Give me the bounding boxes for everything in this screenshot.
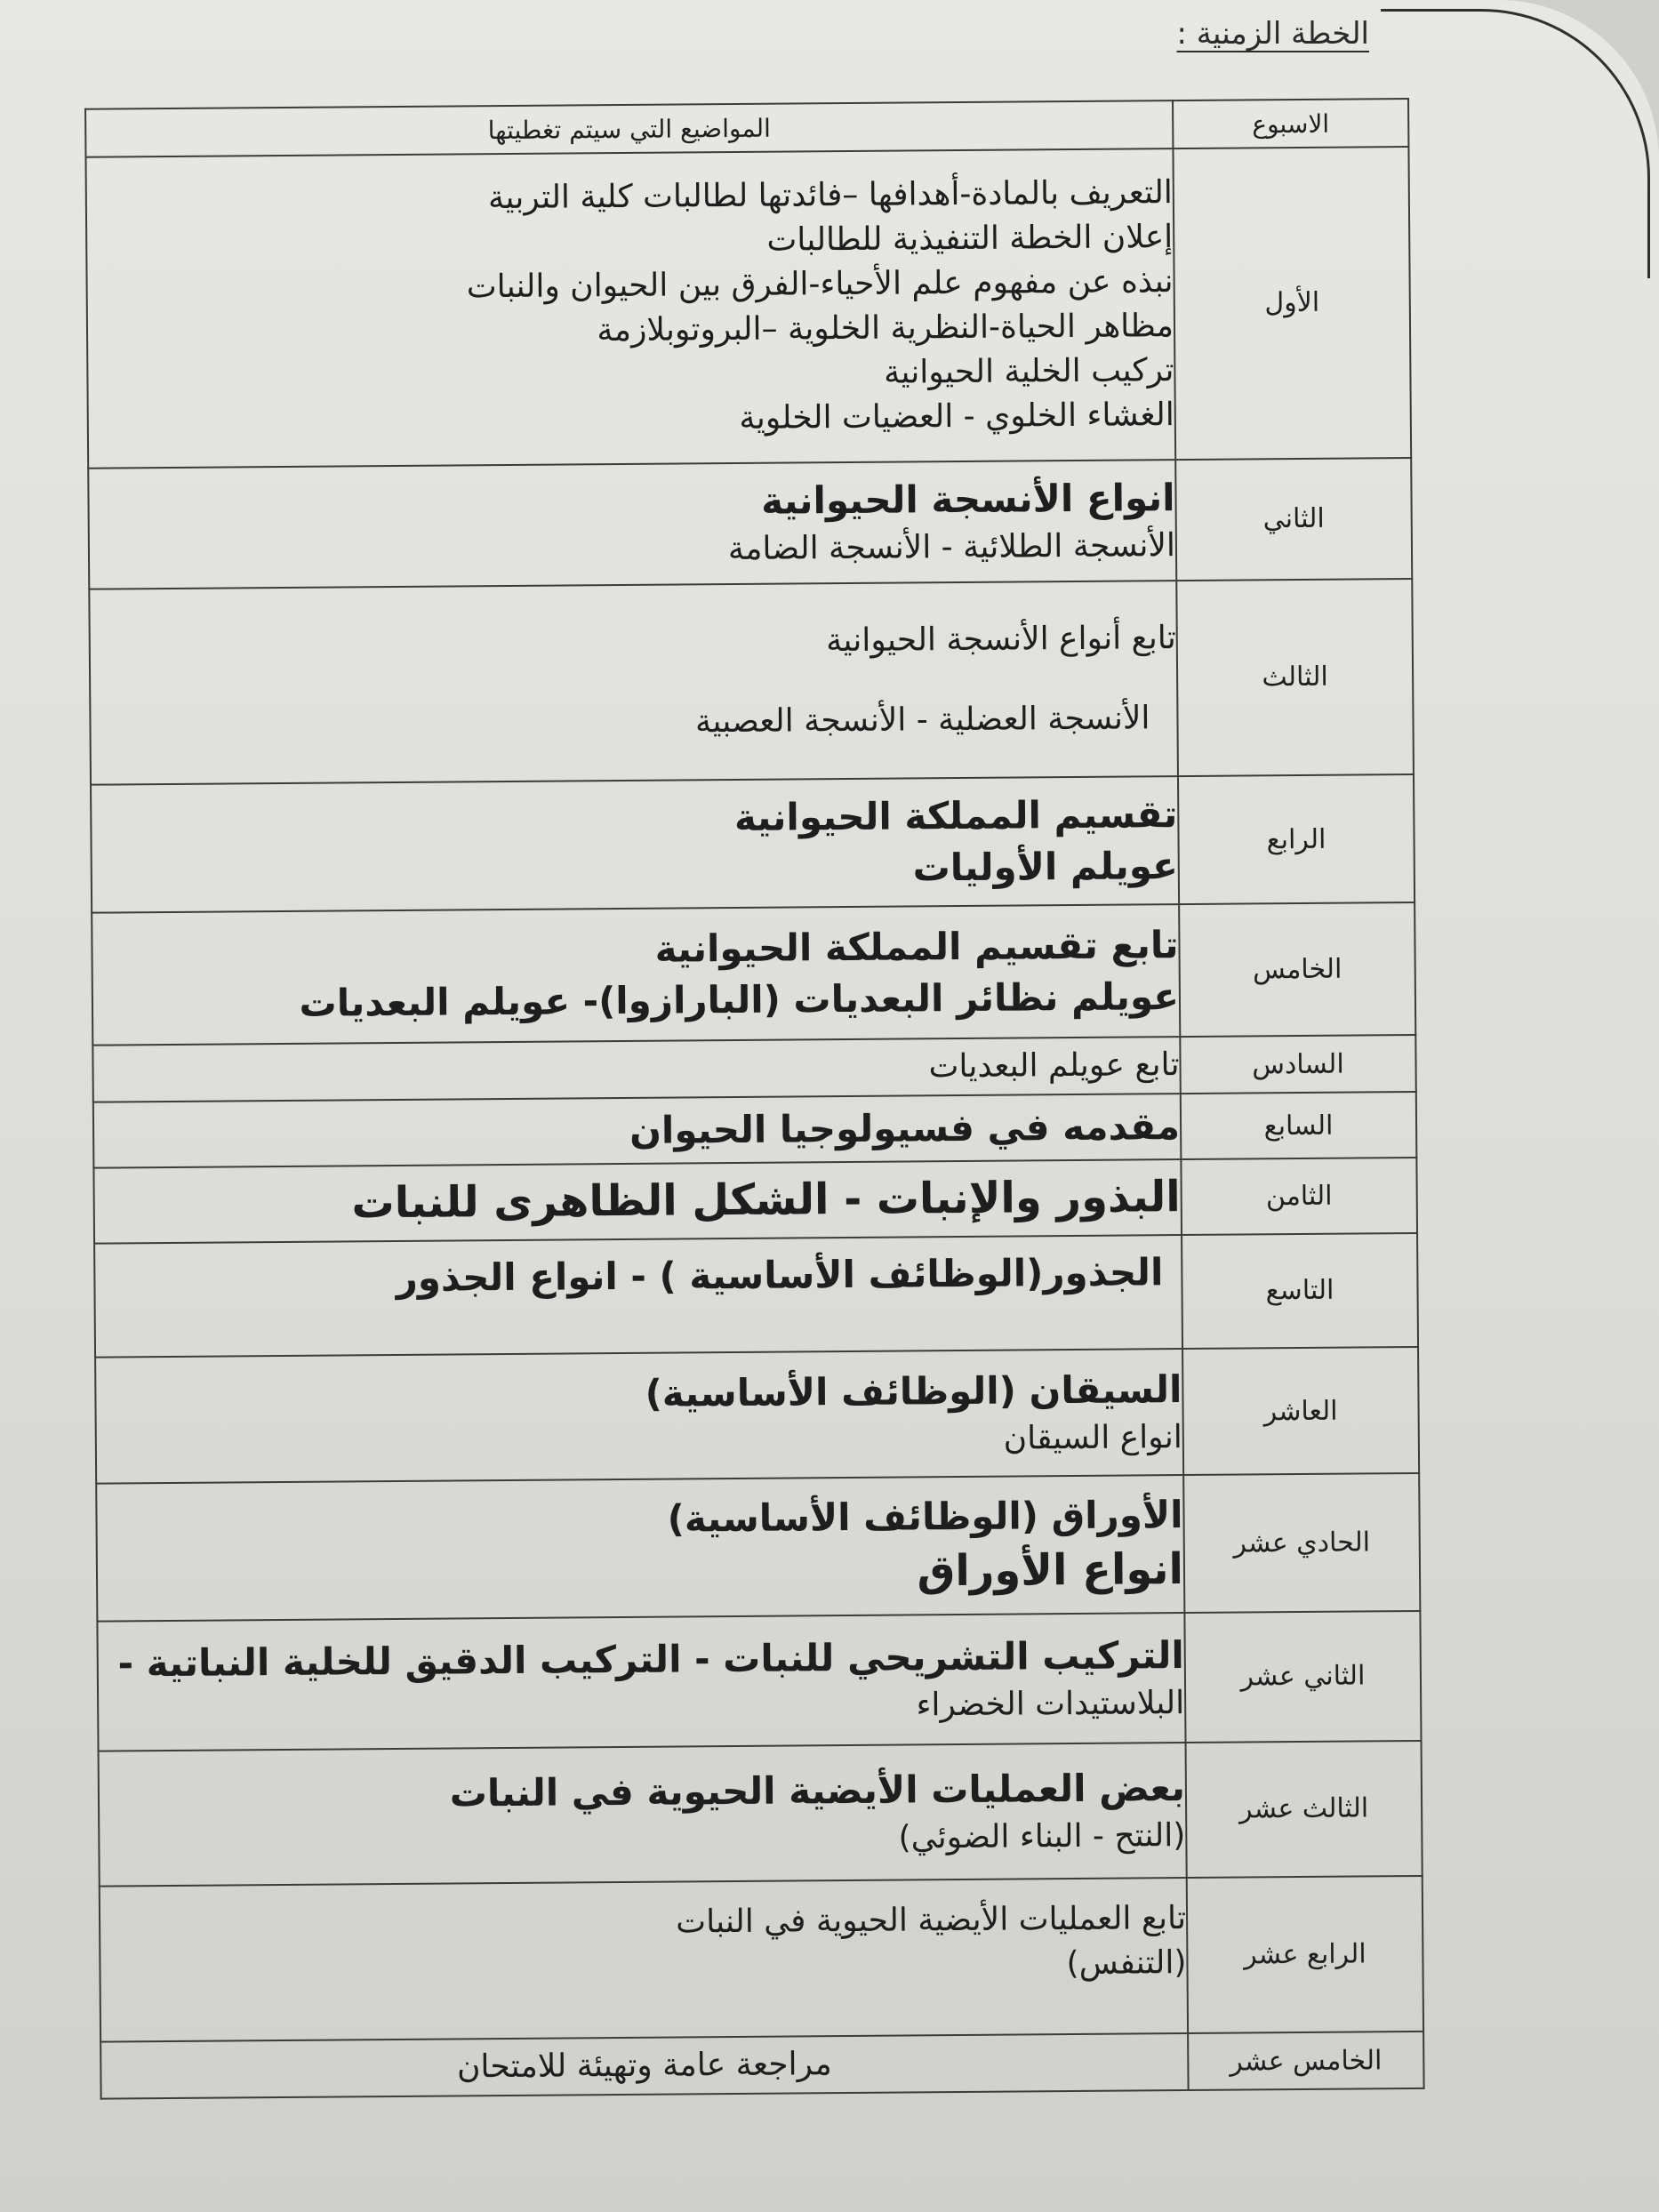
topics-cell <box>96 1475 1184 1621</box>
week-label: الرابع عشر <box>1187 1876 1423 2033</box>
topic-line: انواع الأنسجة الحيوانية <box>760 475 1175 523</box>
topic-line: نبذه عن مفهوم علم الأحياء-الفرق بين الحيوان والنبات <box>466 263 1174 306</box>
topic-line: الجذور(الوظائف الأساسية ) - انواع الجذور <box>396 1249 1164 1300</box>
table-row <box>92 1035 1415 1102</box>
week-label: الأول <box>1173 147 1411 460</box>
topic-line: إعلان الخطة التنفيذية للطالبات <box>766 219 1174 259</box>
topic-line: (التنفس) <box>1066 1944 1187 1983</box>
header-topics: المواضيع التي سيتم تغطيتها <box>85 100 1173 157</box>
week-label: العاشر <box>1182 1347 1419 1475</box>
topics-cell <box>100 2033 1188 2099</box>
topic-line: الأنسجة الطلائية - الأنسجة الضامة <box>727 526 1176 567</box>
topics-cell <box>95 1349 1183 1484</box>
table-row <box>92 902 1415 1046</box>
header-week: الاسبوع <box>1173 99 1408 148</box>
topic-line: تابع تقسيم المملكة الحيوانية <box>654 922 1179 971</box>
table-row <box>91 774 1415 913</box>
week-label: السابع <box>1181 1092 1417 1159</box>
topics-cell <box>91 776 1179 913</box>
topic-line: تقسيم المملكة الحيوانية <box>733 792 1178 840</box>
topic-line: مقدمه في فسيولوجيا الحيوان <box>629 1104 1181 1153</box>
schedule-table <box>84 98 1425 2100</box>
table-row <box>96 1473 1420 1621</box>
week-label: الثاني عشر <box>1184 1611 1421 1743</box>
week-label: الخامس عشر <box>1188 2032 1423 2090</box>
table-row <box>85 147 1411 469</box>
topics-cell <box>100 1878 1188 2042</box>
table-row <box>93 1158 1417 1243</box>
week-label: الرابع <box>1178 774 1415 904</box>
topic-line: مراجعة عامة وتهيئة للامتحان <box>456 2046 832 2086</box>
topics-cell <box>93 1094 1182 1168</box>
topics-cell <box>99 1743 1187 1887</box>
topic-line: الأوراق (الوظائف الأساسية) <box>667 1493 1183 1542</box>
week-label: الثامن <box>1181 1158 1417 1234</box>
table-row <box>100 1876 1423 2042</box>
table-row <box>93 1092 1417 1168</box>
topic-line: التركيب التشريحي للنبات - التركيب الدقيق للخلية النباتية - <box>117 1632 1184 1686</box>
topic-line: الأنسجة العضلية - الأنسجة العصبية <box>694 700 1150 741</box>
week-label: الخامس <box>1179 902 1415 1037</box>
topics-cell <box>94 1235 1182 1358</box>
topic-line: البذور والإنبات - الشكل الظاهرى للنبات <box>351 1172 1181 1229</box>
topic-line: السيقان (الوظائف الأساسية) <box>645 1367 1182 1416</box>
week-label: الثاني <box>1175 458 1412 581</box>
paper-corner-edge <box>1381 9 1650 278</box>
week-label: الثالث عشر <box>1186 1741 1423 1878</box>
week-label: الثالث <box>1176 579 1414 776</box>
topic-line: (النتح - البناء الضوئي) <box>898 1816 1186 1856</box>
week-label: الحادي عشر <box>1183 1473 1420 1612</box>
week-label: التاسع <box>1182 1233 1418 1350</box>
topic-line: تابع أنواع الأنسجة الحيوانية <box>825 619 1176 660</box>
topic-line: انواع الأوراق <box>917 1544 1184 1597</box>
table-row <box>97 1611 1421 1751</box>
topics-cell <box>89 581 1178 785</box>
topics-cell <box>93 1159 1182 1243</box>
topics-cell <box>97 1613 1185 1751</box>
week-label: السادس <box>1180 1035 1415 1094</box>
table-row <box>94 1233 1418 1358</box>
topics-cell <box>85 148 1175 469</box>
topic-line: التعريف بالمادة-أهدافها –فائدتها لطالبات كلية التربية <box>487 174 1173 217</box>
document-title: الخطة الزمنية : <box>1176 16 1369 52</box>
topic-line: عويلم الأوليات <box>912 844 1178 890</box>
topic-line: البلاستيدات الخضراء <box>916 1684 1185 1724</box>
topic-line: تركيب الخلية الحيوانية <box>883 352 1174 391</box>
table-row <box>89 579 1414 785</box>
topics-cell <box>88 460 1176 589</box>
topic-line: مظاهر الحياة-النظرية الخلوية –البروتوبلازمة <box>597 308 1174 349</box>
table-row <box>95 1347 1419 1484</box>
topic-line: عويلم نظائر البعديات (البارازوا)- عويلم البعديات <box>299 974 1180 1025</box>
table-row <box>99 1741 1423 1887</box>
topics-cell <box>92 1037 1180 1102</box>
topic-line: تابع عويلم البعديات <box>928 1046 1180 1086</box>
topic-line: انواع السيقان <box>1003 1419 1182 1457</box>
topic-line: الغشاء الخلوي - العضيات الخلوية <box>739 397 1174 437</box>
table-row <box>100 2032 1423 2099</box>
topics-cell <box>92 904 1180 1046</box>
topic-line: بعض العمليات الأيضية الحيوية في النبات <box>449 1765 1186 1815</box>
topic-line: تابع العمليات الأيضية الحيوية في النبات <box>676 1900 1187 1941</box>
table-row <box>88 458 1412 589</box>
